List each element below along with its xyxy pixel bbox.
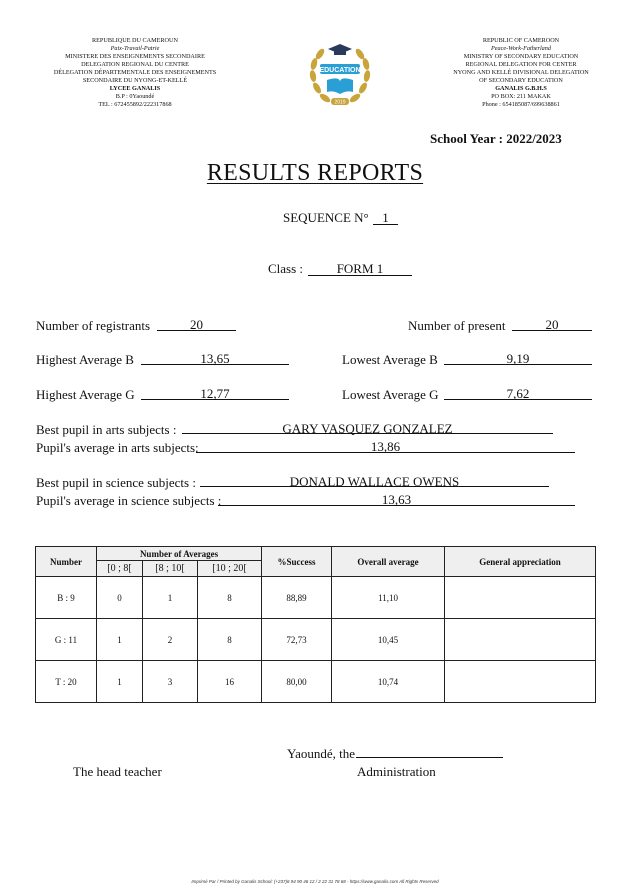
logo-banner: EDUCATION [319, 67, 361, 74]
row-range-8-10: 3 [143, 661, 198, 703]
row-range-10-20: 16 [198, 661, 262, 703]
school-year: School Year : 2022/2023 [430, 131, 562, 146]
lowest-b-label: Lowest Average B [342, 352, 438, 367]
header-left [35, 37, 235, 109]
administration-label: Administration [357, 764, 436, 779]
row-success: 88,89 [262, 577, 332, 619]
header-left-line1: REPUBLIQUE DU CAMEROUN [92, 37, 178, 44]
science-avg-label: Pupil's average in science subjects : [36, 493, 222, 508]
row-appreciation [445, 577, 596, 619]
table-row-girls [36, 619, 596, 661]
registrants-label: Number of registrants [36, 318, 151, 333]
row-range-0-8: 0 [97, 577, 143, 619]
sequence-value: 1 [382, 210, 389, 225]
header-right-phone: Phone : 654185087/699638861 [482, 101, 560, 108]
col-number-header: Number [36, 547, 97, 577]
present-value: 20 [545, 317, 559, 332]
lowest-g-value: 7,62 [506, 386, 530, 401]
row-overall: 10,74 [332, 661, 445, 703]
row-range-8-10: 1 [143, 577, 198, 619]
col-success-header: %Success [262, 547, 332, 577]
range-10-20-header: [10 ; 20[ [198, 561, 262, 577]
header-left-line6: SECONDAIRE DU NYONG-ET-KELLÉ [82, 77, 188, 84]
signature-date-underline [356, 757, 503, 758]
header-left-line3: MINISTERE DES ENSEIGNEMENTS SECONDAIRE [65, 53, 205, 60]
row-success: 80,00 [262, 661, 332, 703]
row-number: B : 9 [36, 577, 97, 619]
row-range-10-20: 8 [198, 577, 262, 619]
header-left-phone: TEL : 672455892/222317868 [98, 101, 172, 108]
range-0-8-header: [0 ; 8[ [97, 561, 143, 577]
table-row-boys [36, 577, 596, 619]
logo-year: 2019 [334, 99, 346, 106]
signature-place-label: Yaoundé, the [287, 746, 356, 761]
table-row-total [36, 661, 596, 703]
row-overall: 10,45 [332, 619, 445, 661]
header-right-line4: REGIONAL DELEGATION FOR CENTER [465, 61, 577, 68]
lowest-g-label: Lowest Average G [342, 387, 439, 402]
header-left-line5: DÉLEGATION DÉPARTEMENTALE DES ENSEIGNEMENTS [53, 69, 217, 76]
graduation-cap-icon [328, 44, 352, 55]
head-teacher-label: The head teacher [73, 764, 162, 779]
header-left-line4: DELEGATION REGIONAL DU CENTRE [81, 61, 189, 68]
header-right-line6: OF SECONDARY EDUCATION [479, 77, 563, 84]
science-best-value: DONALD WALLACE OWENS [289, 474, 460, 489]
header-right-school: GANALIS G.B.H.S [495, 85, 547, 92]
col-averages-header: Number of Averages [97, 547, 262, 561]
header-left-box: B.P : 0Yaoundé [115, 93, 155, 100]
highest-g-label: Highest Average G [36, 387, 135, 402]
class-value: FORM 1 [336, 261, 384, 276]
lowest-b-value: 9,19 [506, 351, 530, 366]
page-footer: Imprimé Par / Printed by Ganalis School: (+237)6 94 90 46 12 / 2 22 31 78 68 - https://www.ganalis.com All Rights Reserved [191, 879, 439, 884]
header-right-line5: NYONG AND KELLÉ DIVISIONAL DELEGATION [453, 69, 589, 76]
arts-best-value: GARY VASQUEZ GONZALEZ [282, 421, 453, 436]
results-table [35, 546, 596, 703]
page-title [0, 160, 630, 187]
row-overall: 11,10 [332, 577, 445, 619]
row-range-0-8: 1 [97, 661, 143, 703]
science-avg-value: 13,63 [381, 492, 412, 507]
header-left-line2: Paix-Travail-Patrie [110, 45, 160, 52]
highest-b-label: Highest Average B [36, 352, 134, 367]
highest-b-value: 13,65 [200, 351, 230, 366]
row-success: 72,73 [262, 619, 332, 661]
class-label: Class : [268, 261, 304, 276]
row-appreciation [445, 661, 596, 703]
range-8-10-header: [8 ; 10[ [143, 561, 198, 577]
open-book-icon [327, 78, 353, 94]
registrants-value: 20 [190, 317, 203, 332]
arts-best-label: Best pupil in arts subjects : [36, 422, 177, 437]
school-logo [305, 38, 375, 112]
laurel-wreath-icon [309, 47, 371, 104]
arts-avg-label: Pupil's average in arts subjects: [36, 440, 199, 455]
col-overall-header: Overall average [332, 547, 445, 577]
row-range-10-20: 8 [198, 619, 262, 661]
row-appreciation [445, 619, 596, 661]
present-label: Number of present [408, 318, 506, 333]
row-number: T : 20 [36, 661, 97, 703]
header-right-line1: REPUBLIC OF CAMEROON [482, 37, 560, 44]
header-right-box: PO BOX: 211 MAKAK [491, 93, 551, 100]
row-range-0-8: 1 [97, 619, 143, 661]
row-number: G : 11 [36, 619, 97, 661]
header-right-line3: MINISTRY OF SECONDARY EDUCATION [463, 53, 579, 60]
page-title-text: RESULTS REPORTS [206, 160, 424, 186]
arts-avg-value: 13,86 [370, 439, 401, 454]
header-right [436, 37, 606, 109]
sequence-label: SEQUENCE N° [283, 210, 369, 225]
row-range-8-10: 2 [143, 619, 198, 661]
science-best-label: Best pupil in science subjects : [36, 475, 196, 490]
col-appreciation-header: General appreciation [445, 547, 596, 577]
highest-g-value: 12,77 [200, 386, 230, 401]
header-right-line2: Peace-Work-Fatherland [491, 45, 551, 52]
header-left-school: LYCEE GANALIS [109, 85, 161, 92]
